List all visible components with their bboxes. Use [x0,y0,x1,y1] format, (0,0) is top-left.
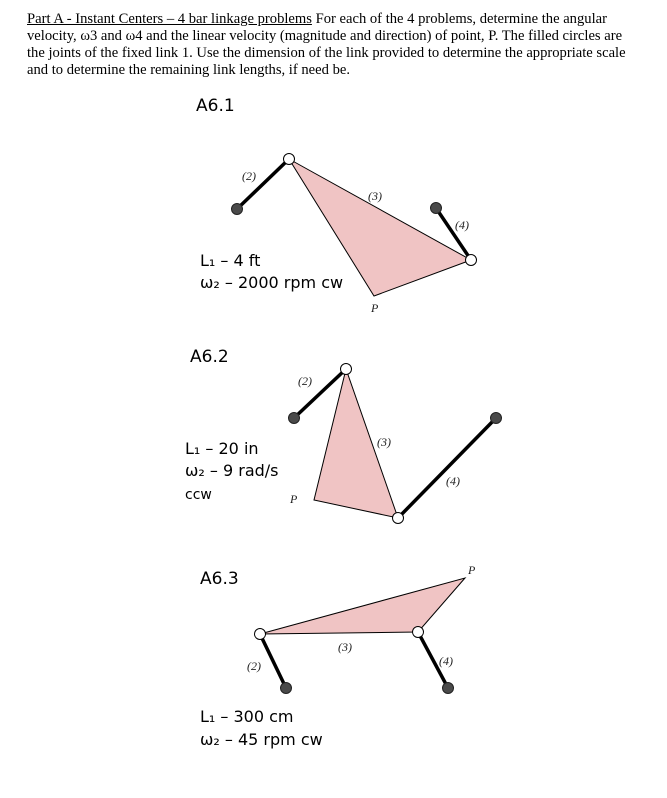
problem-a6-2-title: A6.2 [190,347,229,367]
rocker-link-4 [398,418,496,518]
linkage-a6-3 [247,563,476,694]
label-link-3: (3) [338,640,352,654]
fixed-joint [232,204,243,215]
label-point-p: P [468,563,476,577]
problem-a6-1-title: A6.1 [196,96,235,116]
coupler-link-3 [260,578,465,634]
fixed-joint [443,683,454,694]
label-link-2: (2) [247,659,261,673]
coupler-link-3 [289,159,471,296]
label-link-4: (4) [446,474,460,488]
moving-joint [255,629,266,640]
fixed-joint [431,203,442,214]
moving-joint [284,154,295,165]
label-link-2: (2) [242,169,256,183]
label-link-3: (3) [368,189,382,203]
moving-joint [393,513,404,524]
moving-joint [341,364,352,375]
problem-a6-3-length: L₁ – 300 cm [200,707,294,726]
linkage-a6-2 [289,364,502,524]
label-point-p: P [371,301,379,315]
label-link-2: (2) [298,374,312,388]
linkage-a6-1 [232,154,477,316]
label-point-p: P [290,492,298,506]
fixed-joint [491,413,502,424]
problem-a6-2-omega: ω₂ – 9 rad/s [185,461,279,480]
instructions-body: For each of the 4 problems, determine the angular velocity, ω3 and ω4 and the linear velocity (magnitude and direction) of point, P. The filled circles are the joints of the fixed link 1. Use the dimension of the link provided to determine the appropriate scale and to determine the remaining link lengths, if need be. [27,11,626,78]
crank-link-2 [260,634,286,688]
problem-a6-2-length: L₁ – 20 in [185,439,259,458]
problem-a6-1-length: L₁ – 4 ft [200,251,261,270]
label-link-4: (4) [439,654,453,668]
problem-a6-3-omega: ω₂ – 45 rpm cw [200,730,323,749]
label-link-4: (4) [455,218,469,232]
label-link-3: (3) [377,435,391,449]
moving-joint [466,255,477,266]
problem-a6-1-omega: ω₂ – 2000 rpm cw [200,273,344,292]
crank-link-2 [237,159,289,209]
fixed-joint [281,683,292,694]
moving-joint [413,627,424,638]
problem-a6-3-title: A6.3 [200,569,239,589]
section-heading: Part A - Instant Centers – 4 bar linkage problems [27,11,312,27]
fixed-joint [289,413,300,424]
problem-a6-2-direction: ccw [185,487,212,503]
